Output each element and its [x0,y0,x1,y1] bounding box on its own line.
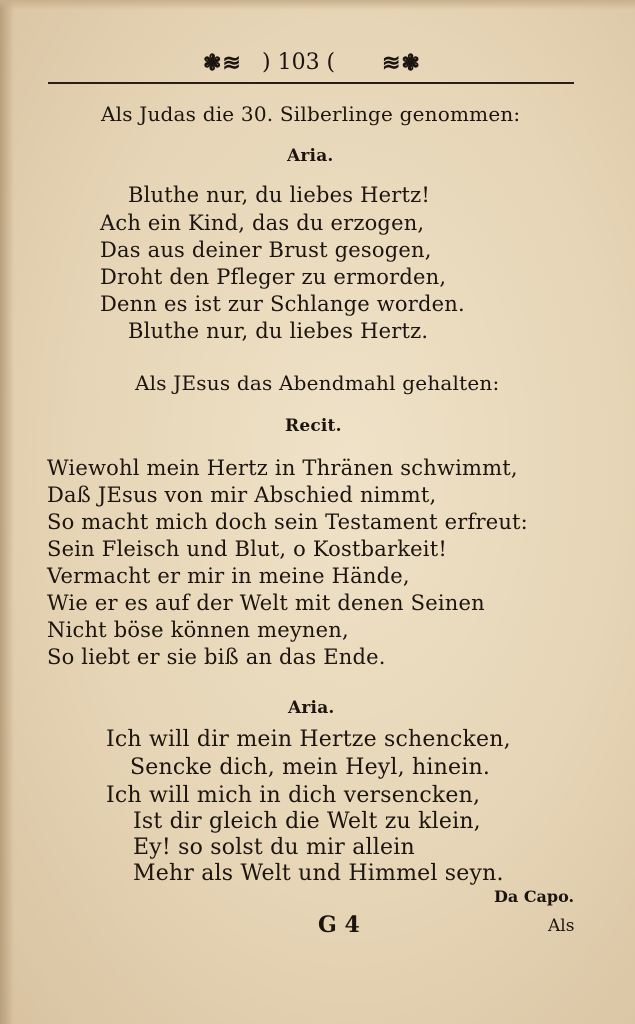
page-edge-shadow [0,0,14,1024]
verse-line: Ist dir gleich die Welt zu klein, [133,809,481,834]
verse-line: Denn es ist zur Schlange worden. [100,292,465,316]
verse-line: Bluthe nur, du liebes Hertz! [128,183,431,207]
verse-line: Ich will mich in dich versencken, [106,783,481,808]
verse-line: Wie er es auf der Welt mit denen Seinen [47,591,485,615]
verse-line: Ey! so solst du mir allein [133,835,415,860]
section-heading-abendmahl: Als JEsus das Abendmahl gehalten: [135,371,500,395]
section-label-aria-1: Aria. [287,146,334,166]
verse-line: Bluthe nur, du liebes Hertz. [128,319,429,343]
verse-line: So liebt er sie biß an das Ende. [47,645,386,669]
verse-line: Daß JEsus von mir Abschied nimmt, [47,483,437,507]
verse-line: Ich will dir mein Hertze schencken, [106,727,511,752]
da-capo-mark: Da Capo. [494,887,575,906]
running-header [0,48,635,84]
verse-line: Sein Fleisch und Blut, o Kostbarkeit! [47,537,447,561]
section-label-aria-2: Aria. [288,698,335,718]
page-top-shadow [0,0,635,10]
signature-mark: G 4 [318,912,360,938]
page-number: ) 103 ( [262,50,336,75]
catchword: Als [548,916,575,936]
verse-line: Nicht böse können meynen, [47,618,349,642]
section-label-recit: Recit. [285,416,342,436]
verse-line: So macht mich doch sein Testament erfreut: [47,510,528,534]
verse-line: Mehr als Welt und Himmel seyn. [133,861,504,886]
header-rule [48,82,574,84]
section-heading-judas: Als Judas die 30. Silberlinge genommen: [101,102,521,126]
verse-line: Sencke dich, mein Heyl, hinein. [130,755,491,780]
verse-line: Ach ein Kind, das du erzogen, [100,211,425,235]
verse-line: Droht den Pfleger zu ermorden, [100,265,447,289]
verse-line: Vermacht er mir in meine Hände, [47,564,410,588]
header-ornament-left: ❃≋ [203,50,242,76]
verse-line: Das aus deiner Brust gesogen, [100,238,432,262]
header-ornament-right: ≋❃ [382,50,421,76]
verse-line: Wiewohl mein Hertz in Thränen schwimmt, [47,456,518,480]
